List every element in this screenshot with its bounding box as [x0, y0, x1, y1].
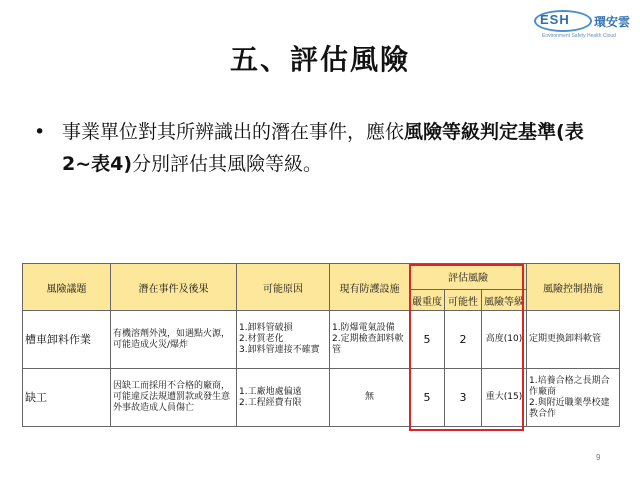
bullet-text-part1: 事業單位對其所辨識出的潛在事件，應依	[62, 121, 405, 143]
bullet-text	[62, 116, 604, 180]
table-row	[23, 311, 620, 369]
bullet-icon: •	[34, 121, 46, 143]
cell-level: 高度(10)	[482, 311, 527, 369]
bullet-text-bold: 風險等級判定基準(表2~表4)	[62, 121, 584, 175]
header-protection: 現有防護設施	[330, 264, 410, 311]
cell-protection: 1.防爆電氣設備 2.定期檢查卸料軟管	[330, 311, 410, 369]
header-level: 風險等級	[482, 290, 527, 311]
cell-likelihood: 3	[445, 369, 482, 427]
cell-cause: 1.卸料管破損 2.材質老化 3.卸料管連接不確實	[237, 311, 330, 369]
cell-protection: 無	[330, 369, 410, 427]
cell-issue: 槽車卸料作業	[23, 311, 111, 369]
cell-issue: 缺工	[23, 369, 111, 427]
cell-cause: 1.工廠地處偏遠 2.工程經費有限	[237, 369, 330, 427]
header-cause: 可能原因	[237, 264, 330, 311]
cell-severity: 5	[410, 311, 445, 369]
cell-event: 因缺工而採用不合格的廠商，可能違反法規遭罰款或發生意外事故造成人員傷亡	[111, 369, 237, 427]
risk-assessment-highlight	[409, 264, 524, 431]
table-header-row	[23, 264, 620, 290]
page-number: 9	[596, 453, 601, 462]
esh-logo	[534, 8, 634, 38]
logo-abbr: ESH	[540, 12, 570, 27]
header-control: 風險控制措施	[527, 264, 620, 311]
header-assessment: 評估風險	[410, 264, 527, 290]
cell-level: 重大(15)	[482, 369, 527, 427]
header-issue: 風險議題	[23, 264, 111, 311]
cell-severity: 5	[410, 369, 445, 427]
logo-name: 環安雲	[594, 15, 631, 29]
cell-control: 定期更換卸料軟管	[527, 311, 620, 369]
bullet-text-part2: 分別評估其風險等級。	[132, 153, 323, 175]
risk-assessment-table	[22, 263, 620, 427]
cell-control: 1.培養合格之長期合作廠商 2.與附近職業學校建教合作	[527, 369, 620, 427]
header-event: 潛在事件及後果	[111, 264, 237, 311]
cell-likelihood: 2	[445, 311, 482, 369]
slide-title: 五、評估風險	[229, 43, 410, 76]
table-row	[23, 369, 620, 427]
header-likelihood: 可能性	[445, 290, 482, 311]
bullet-point	[34, 116, 604, 180]
header-severity: 嚴重度	[410, 290, 445, 311]
cell-event: 有機溶劑外洩，如遇點火源，可能造成火災/爆炸	[111, 311, 237, 369]
logo-subtitle: Environment Safety Health Cloud	[542, 33, 616, 39]
